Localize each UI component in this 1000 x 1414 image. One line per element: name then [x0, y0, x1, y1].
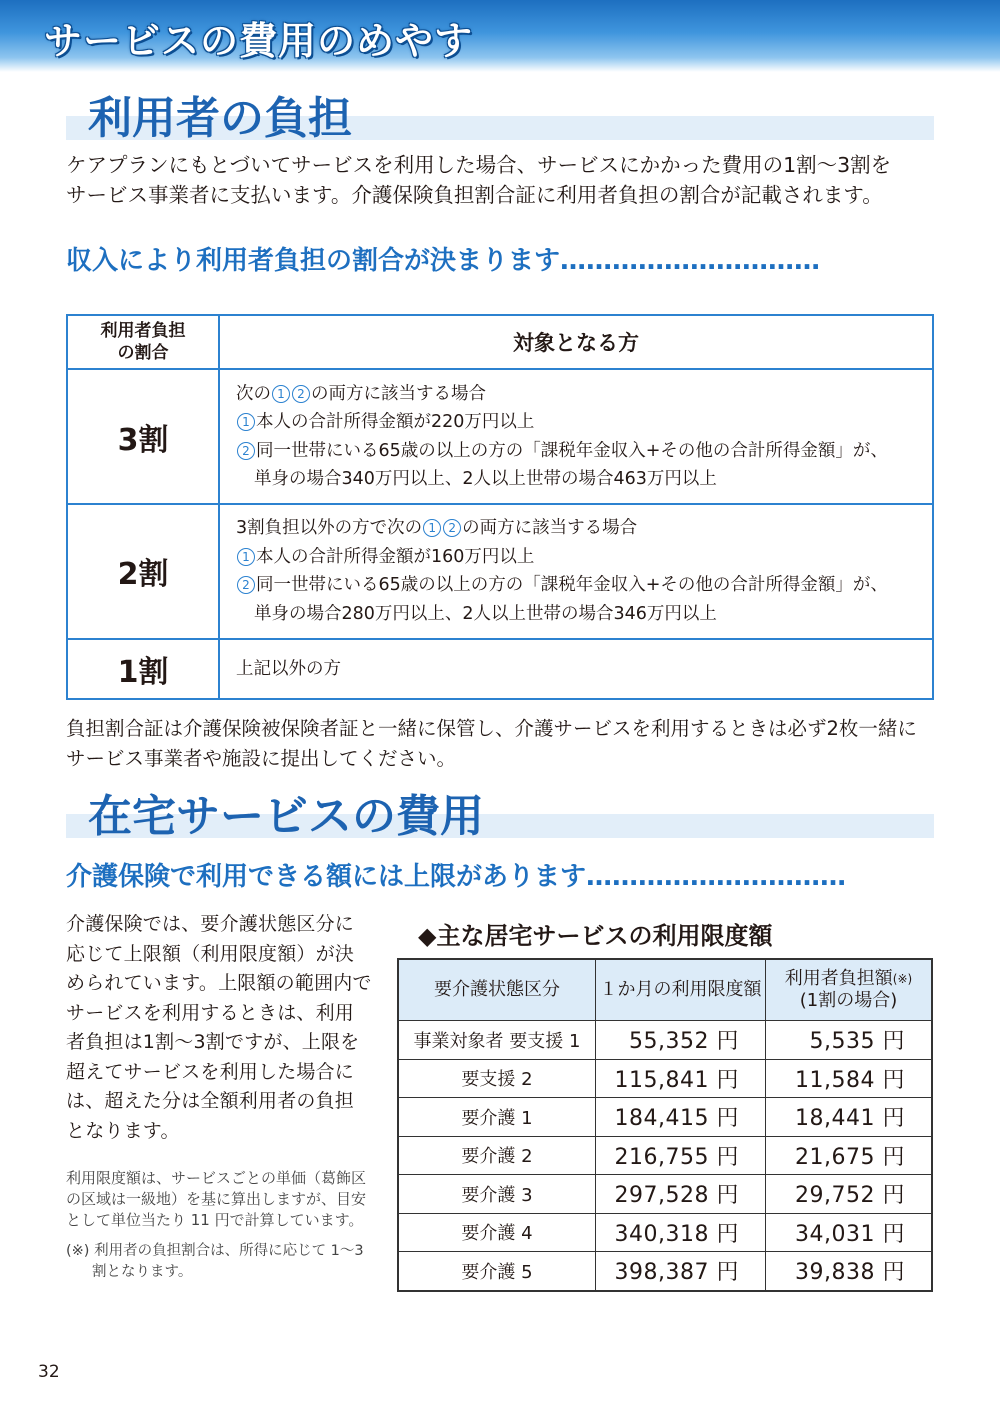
limit-table-title: ◆主な居宅サービスの利用限度額: [418, 922, 773, 950]
table-row: [398, 1136, 932, 1175]
table-row: [398, 1059, 932, 1098]
care-level: 要介護 2: [398, 1136, 596, 1175]
subheading-income: [66, 240, 934, 277]
table-row: [398, 1175, 932, 1214]
user-burden: 18,441 円: [766, 1098, 933, 1137]
table-row: [67, 504, 933, 639]
care-level: 要支援 2: [398, 1059, 596, 1098]
criteria-line: [236, 437, 932, 466]
criteria-line: [236, 380, 932, 409]
criteria-text: 本人の合計所得金額が160万円以上: [256, 546, 535, 567]
header-care-level: 要介護状態区分: [398, 959, 596, 1021]
criteria-text: 同一世帯にいる65歳の以上の方の「課税年金収入+その他の合計所得金額」が、: [256, 575, 888, 596]
certificate-note-line-2: サービス事業者や施設に提出してください。: [66, 747, 457, 770]
table-header-row: [398, 959, 932, 1021]
section-heading-user-burden: [66, 93, 934, 144]
section-heading-home-service: [66, 791, 934, 842]
circled-number-1: 1: [272, 385, 290, 403]
care-level: 要介護 3: [398, 1175, 596, 1214]
criteria-text: の両方に該当する場合: [311, 383, 486, 404]
note-mark: (※): [892, 972, 913, 986]
intro-line-1: ケアプランにもとづいてサービスを利用した場合、サービスにかかった費用の1割〜3割を: [66, 153, 892, 177]
intro-paragraph: [66, 150, 946, 210]
certificate-note-line-1: 負担割合証は介護保険被保険者証と一緒に保管し、介護サービスを利用するときは必ず2枚一緒に: [66, 717, 917, 740]
table-row: [398, 1098, 932, 1137]
user-burden: 34,031 円: [766, 1213, 933, 1252]
circled-number-2: 2: [292, 385, 310, 403]
calculation-note: 利用限度額は、サービスごとの単価（葛飾区の区域は一級地）を基に算出しますが、目安として単位当たり 11 円で計算しています。: [66, 1169, 367, 1229]
title-banner: [0, 0, 1000, 72]
criteria-line: [236, 571, 932, 600]
subheading-text: 介護保険で利用できる額には上限があります: [66, 862, 587, 892]
dotted-leader: …………………………: [586, 862, 847, 892]
user-burden: 29,752 円: [766, 1175, 933, 1214]
circled-number-2: 2: [237, 442, 255, 460]
usage-limit-table: [397, 958, 933, 1292]
header-ratio-line1: 利用者負担: [100, 321, 186, 342]
monthly-limit: 297,528 円: [596, 1175, 766, 1214]
header-burden-line1: 利用者負担額: [784, 968, 893, 989]
monthly-limit: 55,352 円: [596, 1021, 766, 1060]
monthly-limit: 115,841 円: [596, 1059, 766, 1098]
subheading-limit: [66, 856, 934, 893]
care-level: 要介護 1: [398, 1098, 596, 1137]
criteria-2: [219, 504, 933, 639]
section-heading-text: 利用者の負担: [88, 93, 352, 144]
circled-number-1: 1: [237, 413, 255, 431]
criteria-line: 単身の場合280万円以上、2人以上世帯の場合346万円以上: [254, 603, 717, 624]
header-ratio: [67, 315, 219, 369]
care-level: 事業対象者 要支援 1: [398, 1021, 596, 1060]
rate-3: 3割: [67, 369, 219, 504]
circled-number-1: 1: [237, 548, 255, 566]
criteria-text: 同一世帯にいる65歳の以上の方の「課税年金収入+その他の合計所得金額」が、: [256, 440, 888, 461]
monthly-limit: 216,755 円: [596, 1136, 766, 1175]
header-target: 対象となる方: [219, 315, 933, 369]
circled-number-2: 2: [237, 576, 255, 594]
table-header-row: [67, 315, 933, 369]
monthly-limit: 398,387 円: [596, 1252, 766, 1291]
user-burden: 5,535 円: [766, 1021, 933, 1060]
header-burden-line2: (1割の場合): [799, 990, 898, 1011]
rate-1: 1割: [67, 639, 219, 699]
dotted-leader: …………………………: [560, 246, 821, 276]
table-row: [67, 639, 933, 699]
subheading-text: 収入により利用者負担の割合が決まります: [66, 246, 561, 276]
burden-ratio-table: [66, 314, 934, 700]
criteria-text: 3割負担以外の方で次の: [236, 518, 423, 539]
explanation-text: 介護保険では、要介護状態区分に応じて上限額（利用限度額）が決められています。上限額の範囲内でサービスを利用するときは、利用者負担は1割〜3割ですが、上限を超えてサービスを利用した場合には、超えた分は全額利用者の負担となります。: [66, 913, 372, 1142]
explanation-column: [66, 910, 372, 1283]
certificate-note: [66, 714, 946, 774]
page-number: 32: [38, 1362, 60, 1382]
header-monthly-limit: １か月の利用限度額: [596, 959, 766, 1021]
criteria-text: の両方に該当する場合: [462, 518, 638, 539]
circled-number-1: 1: [423, 519, 441, 537]
intro-line-2: サービス事業者に支払います。介護保険負担割合証に利用者負担の割合が記載されます。: [66, 183, 883, 207]
criteria-text: 本人の合計所得金額が220万円以上: [256, 412, 535, 433]
user-burden: 21,675 円: [766, 1136, 933, 1175]
table-row: [398, 1213, 932, 1252]
table-row: [398, 1021, 932, 1060]
criteria-line: [236, 543, 932, 572]
table-row: [398, 1252, 932, 1291]
criteria-text: 次の: [236, 383, 271, 404]
monthly-limit: 340,318 円: [596, 1213, 766, 1252]
user-burden: 11,584 円: [766, 1059, 933, 1098]
care-level: 要介護 4: [398, 1213, 596, 1252]
header-ratio-line2: の割合: [117, 343, 169, 364]
criteria-line: [236, 408, 932, 437]
header-user-burden: [766, 959, 933, 1021]
page-title: サービスの費用のめやす: [44, 19, 474, 63]
monthly-limit: 184,415 円: [596, 1098, 766, 1137]
user-burden: 39,838 円: [766, 1252, 933, 1291]
circled-number-2: 2: [443, 519, 461, 537]
rate-2: 2割: [67, 504, 219, 639]
criteria-3: [219, 369, 933, 504]
footnote: (※) 利用者の負担割合は、所得に応じて 1〜3 割となります。: [66, 1243, 364, 1280]
care-level: 要介護 5: [398, 1252, 596, 1291]
section-heading-text: 在宅サービスの費用: [88, 791, 484, 842]
criteria-line: [236, 514, 932, 543]
criteria-1: 上記以外の方: [219, 639, 933, 699]
table-row: [67, 369, 933, 504]
criteria-line: 単身の場合340万円以上、2人以上世帯の場合463万円以上: [254, 469, 717, 490]
